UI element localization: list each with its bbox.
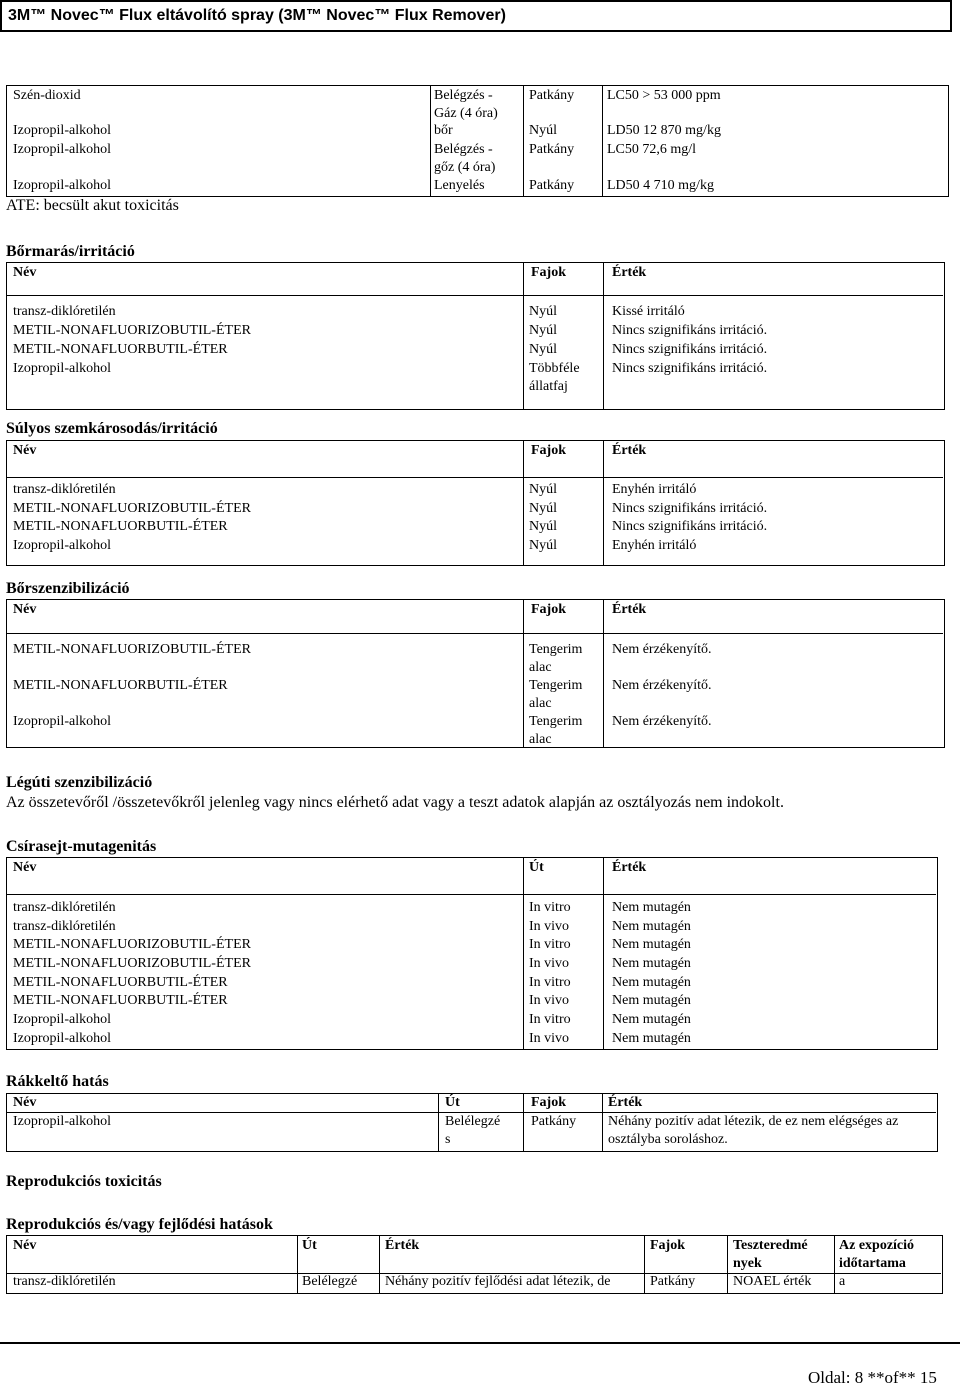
sens-value-1: Nem érzékenyítő.: [612, 678, 712, 693]
skin-value-1: Nincs szignifikáns irritáció.: [612, 323, 768, 338]
acute-route-1: bőr: [434, 123, 453, 138]
skin-title: Bőrmarás/irritáció: [6, 243, 135, 260]
sens-name-0: METIL-NONAFLUORIZOBUTIL-ÉTER: [13, 642, 251, 657]
skin-value-3: Nincs szignifikáns irritáció.: [612, 361, 768, 376]
acute-route-0: Belégzés - Gáz (4 óra): [434, 88, 498, 121]
skin-h-name: Név: [13, 265, 37, 280]
muta-h-name: Név: [13, 860, 37, 875]
repro-h-result: Teszteredmé nyek: [733, 1238, 808, 1271]
eye-value-0: Enyhén irritáló: [612, 482, 697, 497]
acute-value-0: LC50 > 53 000 ppm: [607, 88, 721, 103]
sens-name-1: METIL-NONAFLUORBUTIL-ÉTER: [13, 678, 228, 693]
muta-value-6: Nem mutagén: [612, 1012, 691, 1027]
muta-value-5: Nem mutagén: [612, 993, 691, 1008]
muta-title: Csírasejt-mutagenitás: [6, 838, 157, 855]
acute-value-3: LD50 4 710 mg/kg: [607, 178, 714, 193]
eye-value-1: Nincs szignifikáns irritáció.: [612, 501, 768, 516]
eye-name-2: METIL-NONAFLUORBUTIL-ÉTER: [13, 519, 228, 534]
repro-h-duration: Az expozíció időtartama: [839, 1238, 915, 1271]
eye-species-3: Nyúl: [529, 538, 557, 553]
eye-h-value: Érték: [612, 443, 647, 458]
repro-h-name: Név: [13, 1238, 37, 1253]
acute-name-2: Izopropil-alkohol: [13, 142, 111, 157]
muta-value-2: Nem mutagén: [612, 937, 691, 952]
ate-note: ATE: becsült akut toxicitás: [6, 197, 179, 214]
skin-h-species: Fajok: [531, 265, 566, 280]
muta-name-7: Izopropil-alkohol: [13, 1031, 111, 1046]
carc-species: Patkány: [531, 1114, 577, 1129]
muta-name-5: METIL-NONAFLUORBUTIL-ÉTER: [13, 993, 228, 1008]
skin-species-2: Nyúl: [529, 342, 557, 357]
muta-name-0: transz-diklóretilén: [13, 900, 116, 915]
repro-species: Patkány: [650, 1274, 696, 1289]
eye-species-0: Nyúl: [529, 482, 557, 497]
muta-route-1: In vivo: [529, 919, 570, 934]
eye-name-1: METIL-NONAFLUORIZOBUTIL-ÉTER: [13, 501, 251, 516]
repro-duration: a: [839, 1274, 846, 1289]
muta-name-1: transz-diklóretilén: [13, 919, 116, 934]
page-header-title: 3M™ Novec™ Flux eltávolító spray (3M™ Novec™ Flux Remover): [0, 0, 952, 32]
sens-species-0: Tengerim alac: [529, 642, 583, 675]
repro-route: Belélegzé: [302, 1274, 358, 1289]
carc-value: Néhány pozitív adat létezik, de ez nem elégséges az osztályba soroláshoz.: [608, 1114, 899, 1147]
repro-h-route: Út: [302, 1238, 317, 1253]
muta-h-value: Érték: [612, 860, 647, 875]
muta-value-7: Nem mutagén: [612, 1031, 691, 1046]
muta-name-6: Izopropil-alkohol: [13, 1012, 111, 1027]
carc-title: Rákkeltő hatás: [6, 1073, 109, 1090]
footer-divider: [0, 1342, 960, 1344]
muta-route-5: In vivo: [529, 993, 570, 1008]
skin-species-0: Nyúl: [529, 304, 557, 319]
repro-value: Néhány pozitív fejlődési adat létezik, de: [385, 1274, 611, 1289]
muta-name-3: METIL-NONAFLUORIZOBUTIL-ÉTER: [13, 956, 251, 971]
acute-value-1: LD50 12 870 mg/kg: [607, 123, 721, 138]
muta-route-7: In vivo: [529, 1031, 570, 1046]
muta-route-4: In vitro: [529, 975, 571, 990]
carc-name: Izopropil-alkohol: [13, 1114, 111, 1129]
sens-h-name: Név: [13, 602, 37, 617]
acute-route-2: Belégzés - gőz (4 óra): [434, 142, 496, 175]
repro-h-species: Fajok: [650, 1238, 685, 1253]
muta-value-4: Nem mutagén: [612, 975, 691, 990]
carc-h-value: Érték: [608, 1095, 643, 1110]
acute-name-1: Izopropil-alkohol: [13, 123, 111, 138]
repro-title: Reprodukciós toxicitás: [6, 1173, 162, 1190]
eye-title: Súlyos szemkárosodás/irritáció: [6, 420, 218, 437]
repro-result: NOAEL érték: [733, 1274, 812, 1289]
repro-h-value: Érték: [385, 1238, 420, 1253]
eye-name-0: transz-diklóretilén: [13, 482, 116, 497]
repro-name: transz-diklóretilén: [13, 1274, 116, 1289]
carc-route: Belélegzé s: [445, 1114, 501, 1147]
carc-h-species: Fajok: [531, 1095, 566, 1110]
resp-title: Légúti szenzibilizáció: [6, 774, 153, 791]
eye-value-3: Enyhén irritáló: [612, 538, 697, 553]
carc-h-route: Út: [445, 1095, 460, 1110]
muta-value-0: Nem mutagén: [612, 900, 691, 915]
muta-route-6: In vitro: [529, 1012, 571, 1027]
eye-h-name: Név: [13, 443, 37, 458]
muta-name-4: METIL-NONAFLUORBUTIL-ÉTER: [13, 975, 228, 990]
sens-h-species: Fajok: [531, 602, 566, 617]
sens-name-2: Izopropil-alkohol: [13, 714, 111, 729]
acute-name-0: Szén-dioxid: [13, 88, 81, 103]
eye-species-1: Nyúl: [529, 501, 557, 516]
muta-route-0: In vitro: [529, 900, 571, 915]
skin-species-3: Többféle állatfaj: [529, 361, 580, 394]
muta-value-3: Nem mutagén: [612, 956, 691, 971]
sens-value-0: Nem érzékenyítő.: [612, 642, 712, 657]
page-number: Oldal: 8 **of** 15: [808, 1368, 937, 1387]
muta-route-2: In vitro: [529, 937, 571, 952]
acute-species-0: Patkány: [529, 88, 575, 103]
skin-name-0: transz-diklóretilén: [13, 304, 116, 319]
muta-h-route: Út: [529, 860, 544, 875]
eye-h-species: Fajok: [531, 443, 566, 458]
sens-value-2: Nem érzékenyítő.: [612, 714, 712, 729]
skin-h-value: Érték: [612, 265, 647, 280]
acute-species-1: Nyúl: [529, 123, 557, 138]
acute-species-3: Patkány: [529, 178, 575, 193]
skin-name-1: METIL-NONAFLUORIZOBUTIL-ÉTER: [13, 323, 251, 338]
acute-species-2: Patkány: [529, 142, 575, 157]
sens-species-1: Tengerim alac: [529, 678, 583, 711]
eye-name-3: Izopropil-alkohol: [13, 538, 111, 553]
muta-route-3: In vivo: [529, 956, 570, 971]
skin-name-3: Izopropil-alkohol: [13, 361, 111, 376]
sens-title: Bőrszenzibilizáció: [6, 580, 130, 597]
sens-h-value: Érték: [612, 602, 647, 617]
muta-value-1: Nem mutagén: [612, 919, 691, 934]
skin-value-0: Kissé irritáló: [612, 304, 685, 319]
skin-species-1: Nyúl: [529, 323, 557, 338]
skin-value-2: Nincs szignifikáns irritáció.: [612, 342, 768, 357]
repro-subtitle: Reprodukciós és/vagy fejlődési hatások: [6, 1216, 273, 1233]
skin-name-2: METIL-NONAFLUORBUTIL-ÉTER: [13, 342, 228, 357]
muta-name-2: METIL-NONAFLUORIZOBUTIL-ÉTER: [13, 937, 251, 952]
sens-species-2: Tengerim alac: [529, 714, 583, 747]
acute-route-3: Lenyelés: [434, 178, 485, 193]
eye-value-2: Nincs szignifikáns irritáció.: [612, 519, 768, 534]
sens-table: [6, 599, 945, 748]
acute-name-3: Izopropil-alkohol: [13, 178, 111, 193]
eye-species-2: Nyúl: [529, 519, 557, 534]
carc-h-name: Név: [13, 1095, 37, 1110]
acute-value-2: LC50 72,6 mg/l: [607, 142, 697, 157]
resp-text: Az összetevőről /összetevőkről jelenleg vagy nincs elérhető adat vagy a teszt adatok alapján az osztályozás nem indokolt.: [6, 794, 784, 811]
